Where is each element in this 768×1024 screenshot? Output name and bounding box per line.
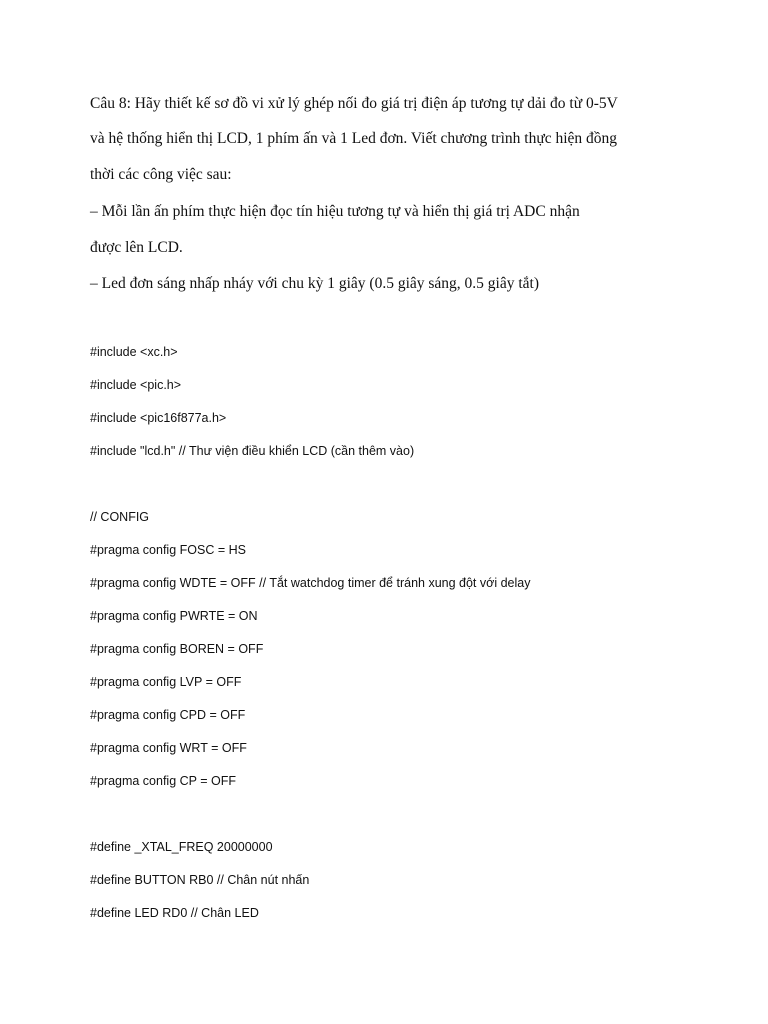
code-config-comment: // CONFIG: [90, 510, 150, 524]
code-config-1: #pragma config FOSC = HS: [90, 543, 246, 557]
code-include-3: #include <pic16f877a.h>: [90, 411, 227, 425]
code-config-8: #pragma config CP = OFF: [90, 774, 237, 788]
question-line-5: được lên LCD.: [90, 239, 183, 256]
code-config-4: #pragma config BOREN = OFF: [90, 642, 264, 656]
question-line-1: Câu 8: Hãy thiết kế sơ đồ vi xử lý ghép nối đo giá trị điện áp tương tự dải đo từ 0-5V: [90, 95, 618, 112]
question-line-3: thời các công việc sau:: [90, 166, 232, 183]
question-line-6: – Led đơn sáng nhấp nháy với chu kỳ 1 giây (0.5 giây sáng, 0.5 giây tắt): [90, 275, 540, 292]
code-include-4: #include "lcd.h" // Thư viện điều khiển LCD (cần thêm vào): [90, 444, 415, 458]
code-config-2: #pragma config WDTE = OFF // Tắt watchdog timer để tránh xung đột với delay: [90, 576, 531, 590]
code-define-3: #define LED RD0 // Chân LED: [90, 906, 259, 920]
code-include-1: #include <xc.h>: [90, 345, 178, 359]
code-config-6: #pragma config CPD = OFF: [90, 708, 246, 722]
code-config-7: #pragma config WRT = OFF: [90, 741, 247, 755]
code-define-1: #define _XTAL_FREQ 20000000: [90, 840, 273, 854]
question-line-2: và hệ thống hiển thị LCD, 1 phím ấn và 1 Led đơn. Viết chương trình thực hiện đồng: [90, 130, 618, 147]
question-line-4: – Mỗi lần ấn phím thực hiện đọc tín hiệu tương tự và hiển thị giá trị ADC nhận: [90, 203, 580, 220]
code-config-3: #pragma config PWRTE = ON: [90, 609, 258, 623]
code-define-2: #define BUTTON RB0 // Chân nút nhấn: [90, 873, 310, 887]
code-include-2: #include <pic.h>: [90, 378, 182, 392]
code-config-5: #pragma config LVP = OFF: [90, 675, 242, 689]
